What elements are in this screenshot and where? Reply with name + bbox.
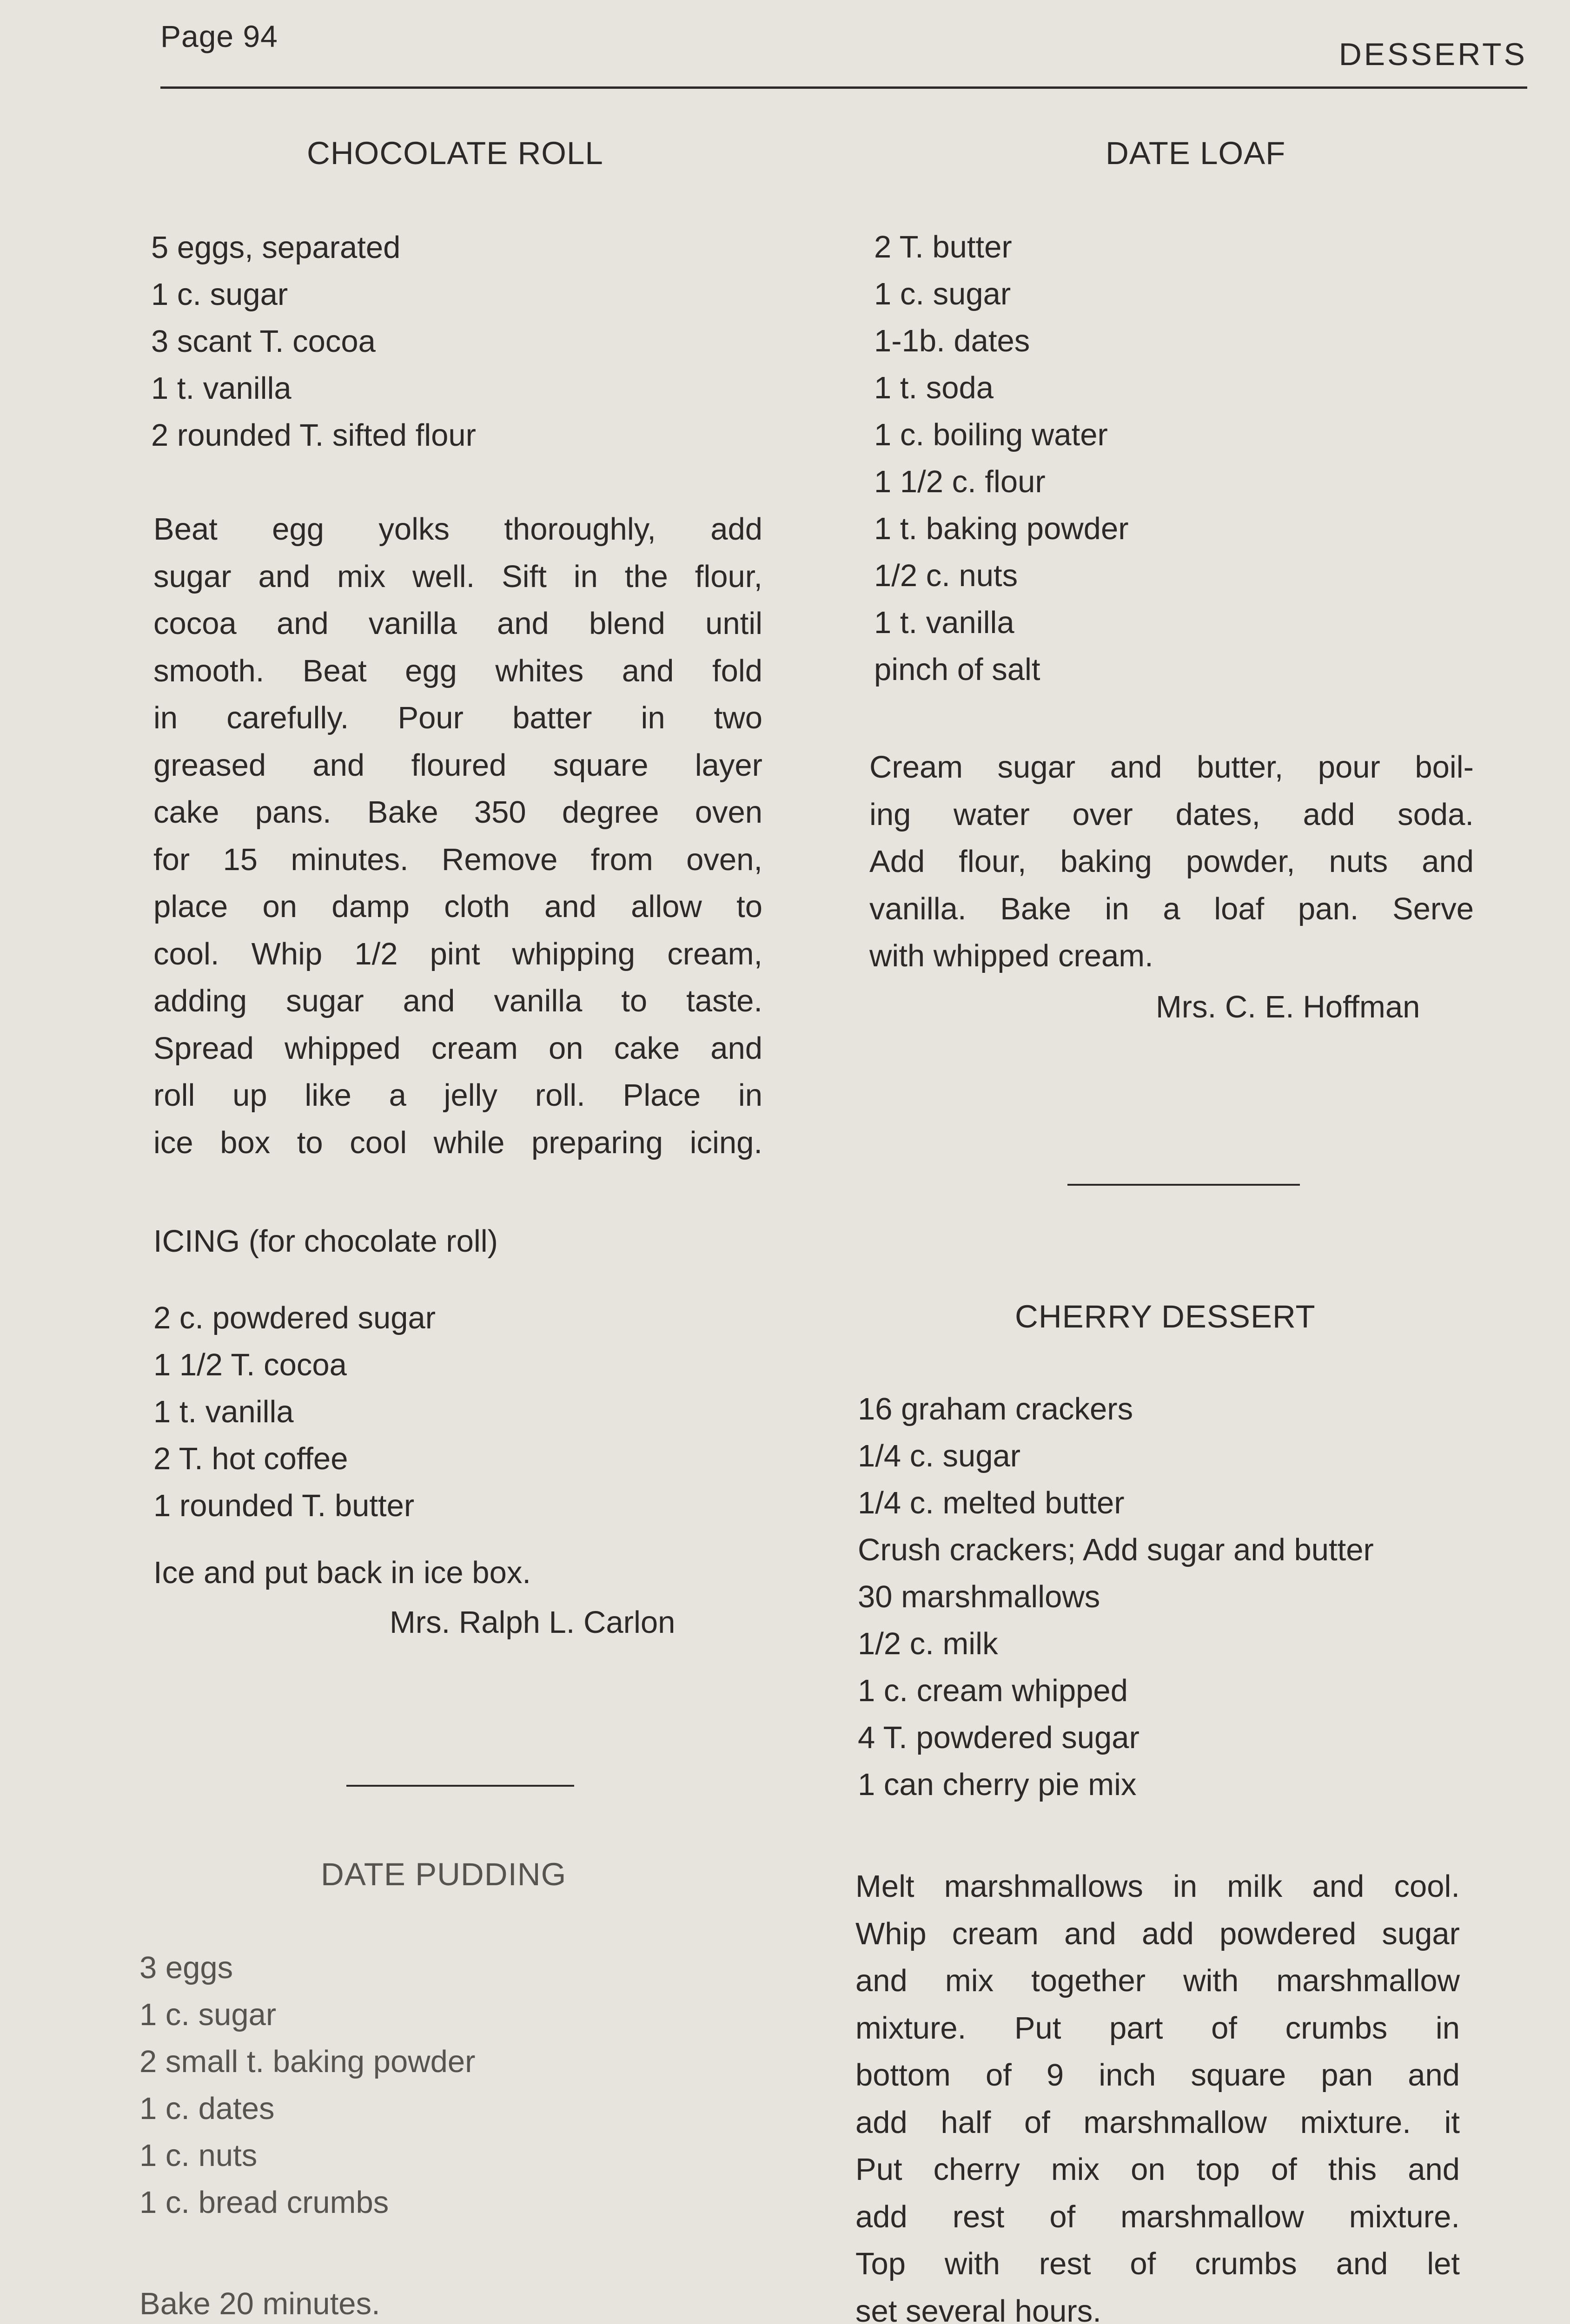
recipe-title-chocolate-roll: CHOCOLATE ROLL <box>307 135 603 171</box>
ingredient: 2 T. butter <box>874 230 1012 264</box>
direction-line: add half of marshmallow mixture. it <box>855 2105 1460 2140</box>
direction-line: ing water over dates, add soda. <box>869 797 1474 832</box>
ingredient: 1 c. dates <box>139 2091 275 2126</box>
direction-line: with whipped cream. <box>869 938 1153 973</box>
cherry-dessert-directions <box>855 1863 1460 2324</box>
direction-line: place on damp cloth and allow to <box>153 889 762 924</box>
recipe-author: Mrs. C. E. Hoffman <box>1156 990 1420 1024</box>
header-divider <box>160 86 1527 89</box>
recipe-title-date-loaf: DATE LOAF <box>1106 135 1286 171</box>
chocolate-roll-directions <box>153 506 762 1166</box>
ingredient: 1 c. bread crumbs <box>139 2185 389 2220</box>
direction-line: Whip cream and add powdered sugar <box>855 1916 1460 1951</box>
date-pudding-directions: Bake 20 minutes. <box>139 2286 380 2321</box>
ingredient: 30 marshmallows <box>858 1579 1100 1614</box>
ingredient: 1 c. nuts <box>139 2138 258 2173</box>
ingredient: 5 eggs, separated <box>151 230 401 265</box>
section-title: DESSERTS <box>1338 37 1527 72</box>
ingredient: 1/4 c. sugar <box>858 1439 1021 1473</box>
icing-ingredients <box>153 1294 436 1529</box>
ingredient: 4 T. powdered sugar <box>858 1720 1139 1755</box>
recipe-title-cherry-dessert: CHERRY DESSERT <box>1015 1299 1316 1334</box>
page-header <box>160 19 1527 84</box>
ingredient: pinch of salt <box>874 652 1040 687</box>
direction-line: ice box to cool while preparing icing. <box>153 1125 762 1160</box>
ingredient: 1 1/2 T. cocoa <box>153 1347 347 1382</box>
date-loaf-directions <box>869 744 1474 980</box>
ingredient: 1 rounded T. butter <box>153 1488 415 1523</box>
direction-line: sugar and mix well. Sift in the flour, <box>153 559 762 594</box>
direction-line: in carefully. Pour batter in two <box>153 700 762 735</box>
page-number: Page 94 <box>160 19 278 53</box>
direction-line: mixture. Put part of crumbs in <box>855 2010 1460 2046</box>
ingredient: 1 t. vanilla <box>153 1394 294 1429</box>
direction-line: and mix together with marshmallow <box>855 1963 1460 1998</box>
direction-line: cocoa and vanilla and blend until <box>153 606 762 641</box>
direction-line: Beat egg yolks thoroughly, add <box>153 512 762 547</box>
direction-line: Top with rest of crumbs and let <box>855 2246 1460 2281</box>
direction-line: set several hours. <box>855 2293 1101 2324</box>
direction-line: Melt marshmallows in milk and cool. <box>855 1869 1460 1904</box>
ingredient: 1 1/2 c. flour <box>874 464 1046 499</box>
ingredient: 1 c. cream whipped <box>858 1673 1128 1708</box>
icing-directions: Ice and put back in ice box. <box>153 1555 531 1590</box>
ingredient: 1/2 c. nuts <box>874 558 1018 593</box>
direction-line: Spread whipped cream on cake and <box>153 1030 762 1066</box>
date-loaf-ingredients <box>874 224 1129 693</box>
ingredient: 1-1b. dates <box>874 324 1030 358</box>
direction-line: vanilla. Bake in a loaf pan. Serve <box>869 891 1474 926</box>
direction-line: adding sugar and vanilla to taste. <box>153 984 762 1018</box>
direction-line: cake pans. Bake 350 degree oven <box>153 795 762 830</box>
ingredient: 1/4 c. melted butter <box>858 1486 1125 1520</box>
ingredient: 3 scant T. cocoa <box>151 324 376 359</box>
ingredient: 1 can cherry pie mix <box>858 1767 1137 1802</box>
ingredient: 1 c. sugar <box>139 1997 277 2032</box>
ingredient: 1 c. sugar <box>874 277 1011 311</box>
ingredient: 1/2 c. milk <box>858 1626 998 1661</box>
cherry-dessert-ingredients <box>858 1386 1374 1808</box>
ingredient: 1 c. sugar <box>151 277 288 312</box>
ingredient: 1 t. baking powder <box>874 511 1129 546</box>
direction-line: smooth. Beat egg whites and fold <box>153 653 762 688</box>
ingredient: 1 t. soda <box>874 370 994 405</box>
recipe-author: Mrs. Ralph L. Carlon <box>390 1605 676 1640</box>
recipe-divider <box>1067 1184 1300 1186</box>
recipe-title-date-pudding: DATE PUDDING <box>321 1856 567 1892</box>
ingredient: 2 c. powdered sugar <box>153 1301 436 1335</box>
recipe-divider <box>346 1785 574 1787</box>
date-pudding-ingredients <box>139 1944 475 2226</box>
direction-line: roll up like a jelly roll. Place in <box>153 1078 762 1113</box>
ingredient: 1 t. vanilla <box>874 605 1014 640</box>
ingredient: 1 c. boiling water <box>874 417 1108 452</box>
direction-line: Add flour, baking powder, nuts and <box>869 844 1474 879</box>
ingredient: Crush crackers; Add sugar and butter <box>858 1532 1374 1567</box>
ingredient: 16 graham crackers <box>858 1392 1133 1426</box>
recipe-title-icing: ICING (for chocolate roll) <box>153 1224 498 1259</box>
ingredient: 2 rounded T. sifted flour <box>151 418 476 453</box>
ingredient: 3 eggs <box>139 1950 233 1985</box>
chocolate-roll-ingredients <box>151 224 476 459</box>
icing-section-title <box>153 1218 498 1265</box>
direction-line: add rest of marshmallow mixture. <box>855 2199 1460 2234</box>
ingredient: 2 T. hot coffee <box>153 1441 348 1476</box>
direction-line: cool. Whip 1/2 pint whipping cream, <box>153 936 762 971</box>
direction-line: bottom of 9 inch square pan and <box>855 2058 1460 2093</box>
direction-line: Cream sugar and butter, pour boil- <box>869 750 1474 785</box>
direction-line: for 15 minutes. Remove from oven, <box>153 842 762 877</box>
ingredient: 2 small t. baking powder <box>139 2044 476 2079</box>
direction-line: Put cherry mix on top of this and <box>855 2152 1460 2187</box>
direction-line: greased and floured square layer <box>153 747 762 783</box>
ingredient: 1 t. vanilla <box>151 371 291 406</box>
